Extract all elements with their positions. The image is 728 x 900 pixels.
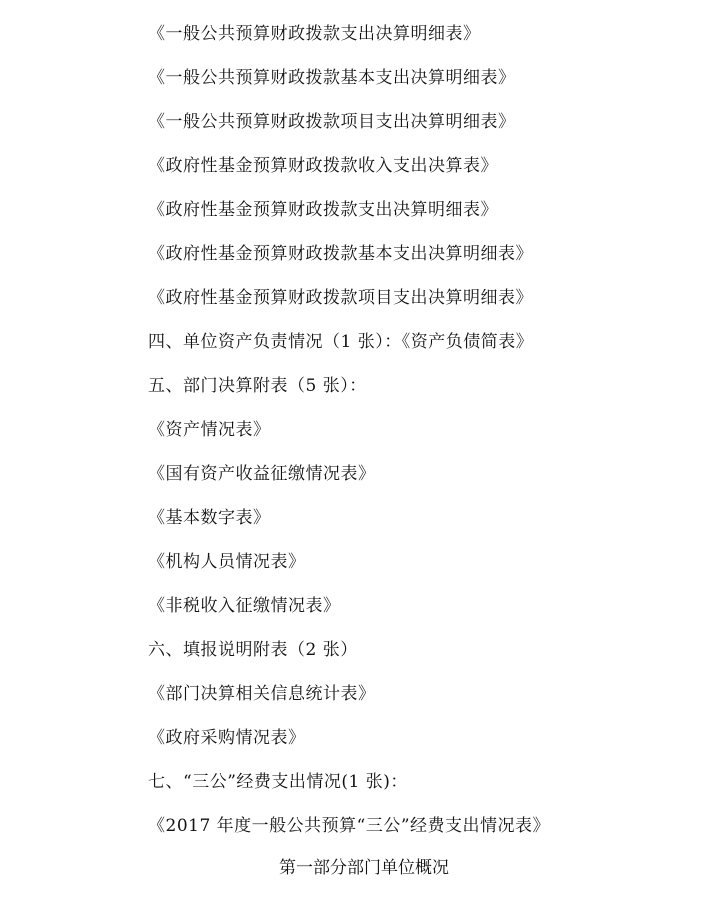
text-line: 《一般公共预算财政拨款基本支出决算明细表》	[148, 68, 516, 88]
section-heading: 五、部门决算附表（5 张）：	[148, 376, 367, 396]
text-line: 《部门决算相关信息统计表》	[148, 684, 376, 704]
section-heading: 六、填报说明附表（2 张）	[148, 640, 358, 660]
text-line: 《基本数字表》	[148, 508, 271, 528]
text-line: 《2017 年度一般公共预算“三公”经费支出情况表》	[148, 816, 551, 836]
text-line: 《政府采购情况表》	[148, 728, 306, 748]
section-heading: 七、“三公”经费支出情况(1 张)：	[148, 772, 408, 792]
text-line: 《政府性基金预算财政拨款支出决算明细表》	[148, 200, 498, 220]
text-line: 《国有资产收益征缴情况表》	[148, 464, 376, 484]
text-line: 《政府性基金预算财政拨款收入支出决算表》	[148, 156, 498, 176]
part-title: 第一部分部门单位概况	[279, 858, 449, 878]
text-line: 《资产情况表》	[148, 420, 271, 440]
text-line: 《机构人员情况表》	[148, 552, 306, 572]
text-line: 《非税收入征缴情况表》	[148, 596, 341, 616]
text-line: 《一般公共预算财政拨款支出决算明细表》	[148, 24, 481, 44]
section-heading: 四、单位资产负责情况（1 张）：《资产负债简表》	[148, 332, 534, 352]
text-line: 《一般公共预算财政拨款项目支出决算明细表》	[148, 112, 516, 132]
text-line: 《政府性基金预算财政拨款项目支出决算明细表》	[148, 288, 533, 308]
text-line: 《政府性基金预算财政拨款基本支出决算明细表》	[148, 244, 533, 264]
